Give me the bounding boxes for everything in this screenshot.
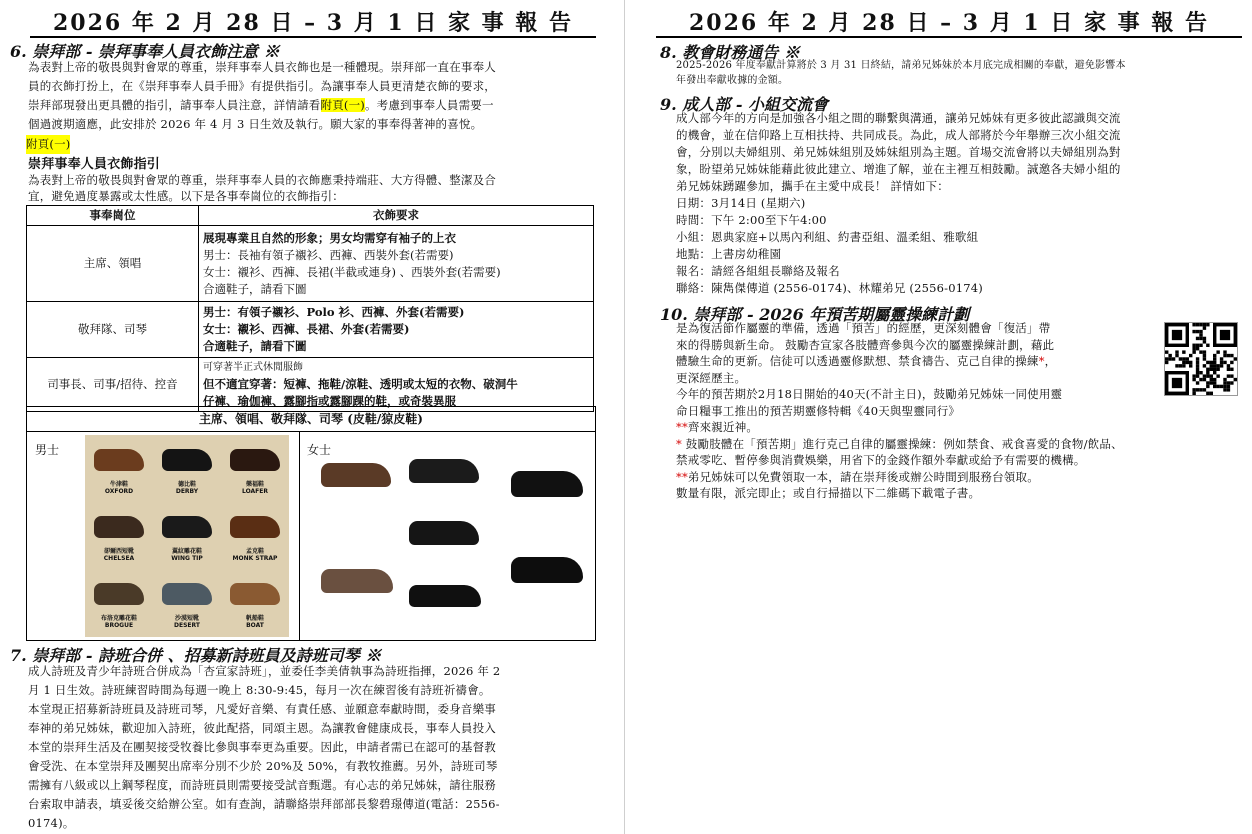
page-divider — [624, 0, 625, 834]
dress-code-table — [26, 205, 594, 412]
shoe-image — [94, 516, 144, 538]
shoe-caption: 牛津鞋 OXFORD — [104, 481, 134, 495]
male-label: 男士 — [35, 443, 60, 457]
right-page — [626, 0, 1252, 834]
event-contact: 聯絡：陳雋傑傳道 (2556-0174)、林耀弟兄 (2556-0174) — [676, 281, 983, 295]
event-date: 日期：3月14日 (星期六) — [676, 196, 806, 210]
womens-brown-heel — [317, 549, 397, 609]
womens-mary-jane-heel — [405, 501, 483, 561]
section-7-title: 7. 崇拜部 - 詩班合併 、招募新詩班員及詩班司琴 ※ — [10, 646, 382, 665]
shoe-wing-tip — [156, 506, 218, 566]
qr-code[interactable] — [1164, 322, 1238, 396]
event-groups: 小組：恩典家庭+以馬內利組、約書亞組、溫柔組、雅歌組 — [676, 230, 979, 244]
shoe-image — [162, 516, 212, 538]
appendix-link[interactable]: 附頁(一) — [320, 98, 365, 112]
male-shoe-chart — [85, 435, 289, 637]
shoe-desert — [156, 573, 218, 633]
shoe-caption: 卻爾西短靴 CHELSEA — [103, 548, 135, 562]
womens-penny-loafer — [507, 457, 587, 503]
dress-guide-title: 崇拜事奉人員衣飾指引 — [28, 157, 161, 172]
womens-oxford — [507, 537, 587, 597]
shoe-oxford — [88, 439, 150, 499]
event-location: 地點：上書房幼稚園 — [676, 247, 782, 261]
shoe-image — [94, 449, 144, 471]
shoe-caption: 德比鞋 DERBY — [175, 481, 199, 495]
table-header-row — [27, 206, 594, 226]
section-9-title: 9. 成人部 - 小組交流會 — [660, 95, 829, 114]
table-row — [27, 358, 594, 412]
section-6-line: 為表對上帝的敬畏與對會眾的尊重，崇拜事奉人員衣飾也是一種體現。崇拜部一直在事奉人 — [28, 60, 496, 74]
column-header-role: 事奉崗位 — [27, 206, 199, 226]
shoe-caption: 翼紋雕花鞋 WING TIP — [171, 548, 203, 562]
page-header: 2026 年 2 月 28 日 – 3 月 1 日 家 事 報 告 — [656, 6, 1242, 38]
shoe-box-title: 主席、領唱、敬拜隊、司琴 (皮鞋/猄皮鞋) — [27, 407, 595, 432]
shoe-boat — [224, 573, 286, 633]
shoe-caption: 樂福鞋 LOAFER — [241, 481, 268, 495]
event-time: 時間：下午 2:00至下午4:00 — [676, 213, 827, 227]
section-10-body: 是為復活節作屬靈的準備，透過「預苦」的經歷，更深刻體會「復活」帶 來的得勝與新生命。 鼓勵杏宣家各肢體齊參與今次的屬靈操練計劃，藉此 體驗生命的更新。信徒可以透過靈修默想、禁食禱告、克己自律的操練*， 更深經歷主。 今年的預苦期於2月18日開始的40天(不計主日)，鼓勵弟兄姊妹一同使用靈 命日糧事工推出的預苦期靈修特輯《40天與聖靈同行》 — [676, 321, 1063, 418]
section-7-body: 成人詩班及青少年詩班合併成為「杏宣家詩班」，並委任李美倩執事為詩班指揮，2026 年 2 月 1 日生效。詩班練習時間為每週一晚上 8:30-9:45，每月一次在練習後有詩班祈禱會。 本堂現正招募新詩班員及詩班司琴，凡愛好音樂、有責任感、並願意奉獻時間，委身音樂事 奉神的弟兄姊妹，歡迎加入詩班，彼此配搭，同頌主恩。為讓教會健康成長，事奉人員投入 本堂的崇拜生活及在團契接受牧養比參與事奉更為重要。因此，申請者需已在認可的基督教 會受洗、在本堂崇拜及團契出席率分別不少於 20%及 50%，有教牧推薦。另外，詩班司琴 需擁有八級或以上鋼琴程度，而詩班員則需要接受試音甄選。有心志的弟兄姊妹，請往服務 台索取申請表，填妥後交給辦公室。如有查詢，請聯絡崇拜部部長黎碧璟傳道(電話：2556- 0174)。 — [28, 664, 501, 830]
shoe-image — [230, 516, 280, 538]
section-6-line: 個過渡期適應，此安排於 2026 年 4 月 3 日生效及執行。願大家的事奉得著神的喜悅。 — [28, 117, 483, 131]
shoe-box-divider — [299, 432, 300, 640]
section-6-body — [28, 58, 598, 134]
shoe-reference-box — [26, 406, 596, 641]
event-registration: 報名：請經各組組長聯絡及報名 — [676, 264, 840, 278]
womens-black-loafer — [405, 445, 483, 491]
shoe-loafer — [224, 439, 286, 499]
dress-cell: 可穿著半正式休閒服飾 但不適宜穿著：短褲、拖鞋/涼鞋、透明或太短的衣物、破洞牛 仔褲、瑜伽褲、露腳指或露腳踝的鞋，或奇裝異服 — [199, 358, 594, 412]
role-cell: 敬拜隊、司琴 — [27, 302, 199, 358]
qr-code-icon — [1165, 323, 1237, 395]
female-shoe-photos — [317, 437, 587, 637]
shoe-caption: 帆船鞋 BOAT — [245, 615, 264, 629]
female-label: 女士 — [307, 443, 332, 457]
shoe-image — [230, 583, 280, 605]
column-header-dress: 衣飾要求 — [199, 206, 594, 226]
shoe-caption: 孟克鞋 MONK STRAP — [232, 548, 278, 562]
section-10-notes: **齊來親近神。 * 鼓勵肢體在「預苦期」進行克己自律的屬靈操練：例如禁食、戒食喜愛的食物/飲品、 禁戒零吃、暫停參與消費娛樂，用省下的金錢作額外奉獻或給予有需要的機構。 **弟兄姊妹可以免費領取一本，請在崇拜後或辦公時間到服務台領取。 數量有限，派完即止；或自行掃描以下二維碼下載電子書。 — [676, 420, 1123, 500]
dress-cell: 男士：有領子襯衫、Polo 衫、西褲、外套(若需要) 女士：襯衫、西褲、長裙、外套(若需要) 合適鞋子，請看下圖 — [199, 302, 594, 358]
page-header: 2026 年 2 月 28 日 – 3 月 1 日 家 事 報 告 — [30, 6, 596, 38]
appendix-label: 附頁(一) — [26, 135, 70, 154]
role-cell: 司事長、司事/招待、控音 — [27, 358, 199, 412]
role-cell: 主席、領唱 — [27, 226, 199, 302]
shoe-chelsea — [88, 506, 150, 566]
shoe-image — [94, 583, 144, 605]
section-10-title: 10. 崇拜部 - 2026 年預苦期屬靈操練計劃 — [660, 305, 970, 324]
table-row — [27, 302, 594, 358]
shoe-brogue — [88, 573, 150, 633]
shoe-image — [162, 583, 212, 605]
womens-black-pump — [405, 565, 485, 625]
section-6-title: 6. 崇拜部 - 崇拜事奉人員衣飾注意 ※ — [10, 42, 280, 61]
shoe-caption: 布洛克雕花鞋 BROGUE — [100, 615, 137, 629]
shoe-image — [162, 449, 212, 471]
section-9-body: 成人部今年的方向是加強各小組之間的聯繫與溝通，讓弟兄姊妹有更多彼此認識與交流 的機會，並在信仰路上互相扶持、共同成長。為此，成人部將於今年舉辦三次小組交流 會，分別以夫婦組別、弟兄姊妹組別及姊妹組別為主題。首場交流會將以夫婦組別為對 象，盼望弟兄姊妹能藉此彼此建立、增進了解，並在主裡互相鼓勵。誠邀各夫婦小組的 弟兄姊妹踴躍參加，攜手在主愛中成長！ 詳情如下： 日期：3月14日 (星期六) 時間：下午 2:00至下午4:00 小組：恩典家庭+以馬內利組、約書亞組、溫柔組、雅歌組 地點：上書房幼稚園 報名：請經各組組長聯絡及報名 聯絡：陳雋傑傳道 (2556-0174)、林耀弟兄 (2556-0174) — [676, 110, 1246, 297]
womens-tassel-loafer — [317, 449, 395, 495]
table-row — [27, 226, 594, 302]
section-8-body: 2025-2026 年度奉獻計算將於 3 月 31 日終結，請弟兄姊妹於本月底完成相關的奉獻，避免影響本 年發出奉獻收據的金額。 — [676, 60, 1126, 86]
shoe-caption: 沙漠短靴 DESERT — [174, 615, 200, 629]
dress-cell: 展現專業且自然的形象；男女均需穿有袖子的上衣 男士：長袖有領子襯衫、西褲、西裝外套(若需要) 女士：襯衫、西褲、長裙(半截或連身) 、西裝外套(若需要) 合適鞋子，請看下圖 — [199, 226, 594, 302]
section-8-title: 8. 教會財務通告 ※ — [660, 43, 800, 62]
dress-guide-intro: 為表對上帝的敬畏與對會眾的尊重，崇拜事奉人員的衣飾應秉持端莊、大方得體、整潔及合 宜，避免過度暴露或太性感。以下是各事奉崗位的衣飾指引： — [28, 173, 496, 203]
section-6-line: 崇拜部現發出更具體的指引，請事奉人員注意，詳情請看附頁(一)。考慮到事奉人員需要一 — [28, 98, 494, 112]
shoe-derby — [156, 439, 218, 499]
shoe-image — [230, 449, 280, 471]
shoe-monk-strap — [224, 506, 286, 566]
section-6-line: 員的衣飾打扮上，在《崇拜事奉人員手冊》有提供指引。為讓事奉人員更清楚衣飾的要求， — [28, 79, 496, 93]
